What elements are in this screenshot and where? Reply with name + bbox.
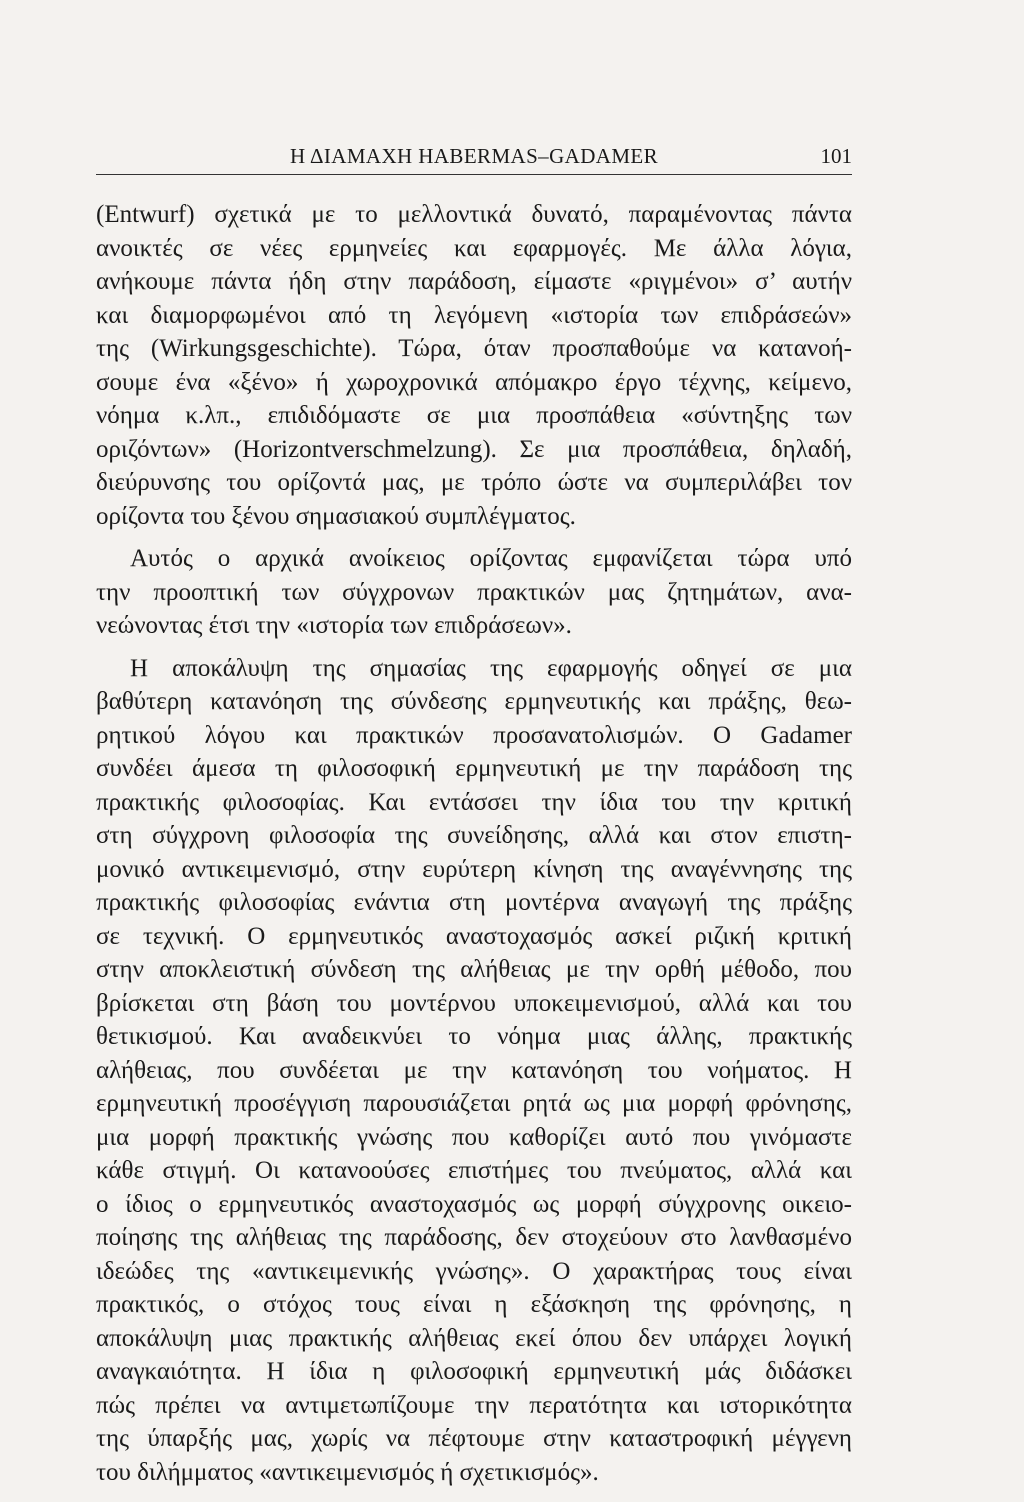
text-line: στην αποκλειστική σύνδεση της αλήθειας με την ορθή μέθοδο, που [96,956,852,983]
text-line: βρίσκεται στη βάση του μοντέρνου υποκειμενισμού, αλλά και του [96,989,852,1017]
text-line: σε τεχνική. Ο ερμηνευτικός αναστοχασμός ασκεί ριζική κριτική [96,922,852,950]
text-line: ποίησης της αλήθειας της παράδοσης, δεν στοχεύουν στο λανθασμένο [96,1224,852,1251]
text-line: οριζόντων» (Horizontverschmelzung). Σε μια προσπάθεια, δηλαδή, [96,435,852,463]
text-line: συνδέει άμεσα τη φιλοσοφική ερμηνευτική με την παράδοση της [96,755,852,782]
text-line: αλήθειας, που συνδέεται με την κατανόηση του νοήματος. Η [96,1056,852,1084]
text-line: αναγκαιότητα. Η ίδια η φιλοσοφική ερμηνευτική μάς διδάσκει [96,1358,852,1385]
text-line: πρακτικής φιλοσοφίας. Και εντάσσει την ίδια του την κριτική [96,788,852,816]
text-line: την προοπτική των σύγχρονων πρακτικών μας ζητημάτων, ανα- [96,578,852,606]
text-line: ερμηνευτική προσέγγιση παρουσιάζεται ρητά ως μια μορφή φρόνησης, [96,1090,852,1117]
text-line: της ύπαρξής μας, χωρίς να πέφτουμε στην καταστροφική μέγγενη [96,1425,852,1452]
text-line: ιδεώδες της «αντικειμενικής γνώσης». Ο χαρακτήρας τους είναι [96,1257,852,1285]
text-line: ανοικτές σε νέες ερμηνείες και εφαρμογές. Με άλλα λόγια, [96,234,852,262]
text-line: ανήκουμε πάντα ήδη στην παράδοση, είμαστε «ριγμένοι» σ’ αυτήν [96,268,852,295]
text-line: (Entwurf) σχετικά με το μελλοντικά δυνατό, παραμένοντας πάντα [96,201,852,228]
text-line: διεύρυνσης του ορίζοντά μας, με τρόπο ώστε να συμπεριλάβει τον [96,469,852,496]
text-line: σουμε ένα «ξένο» ή χωροχρονικά απόμακρο έργο τέχνης, κείμενο, [96,368,852,396]
text-line: στη σύγχρονη φιλοσοφία της συνείδησης, αλλά και στον επιστη- [96,822,852,849]
text-line: ρητικού λόγου και πρακτικών προσανατολισμών. Ο Gadamer [96,721,852,749]
text-line: της (Wirkungsgeschichte). Τώρα, όταν προσπαθούμε να κατανοή- [96,335,852,362]
text-line: Η αποκάλυψη της σημασίας της εφαρμογής οδηγεί σε μια [130,654,852,682]
text-line: νόημα κ.λπ., επιδιδόμαστε σε μια προσπάθεια «σύντηξης των [96,402,852,429]
text-line: Αυτός ο αρχικά ανοίκειος ορίζοντας εμφανίζεται τώρα υπό [130,545,852,572]
text-line: κάθε στιγμή. Οι κατανοούσες επιστήμες του πνεύματος, αλλά και [96,1157,852,1184]
text-line: νεώνοντας έτσι την «ιστορία των επιδράσεων». [96,612,572,639]
text-line: αποκάλυψη μιας πρακτικής αλήθειας εκεί όπου δεν υπάρχει λογική [96,1324,852,1352]
text-line: και διαμορφωμένοι από τη λεγόμενη «ιστορία των επιδράσεών» [96,301,852,329]
paragraph-gap [96,533,852,542]
body-text [96,198,852,1489]
text-line: βαθύτερη κατανόηση της σύνδεσης ερμηνευτικής και πράξης, θεω- [96,688,852,715]
text-line: του διλήμματος «αντικειμενισμός ή σχετικισμός». [96,1458,599,1486]
text-line: θετικισμού. Και αναδεικνύει το νόημα μιας άλλης, πρακτικής [96,1023,852,1050]
running-title: Η ΔΙΑΜΑΧΗ HABERMAS–GADAMER [289,144,659,168]
text-line: πρακτικός, ο στόχος τους είναι η εξάσκηση της φρόνησης, η [96,1291,852,1318]
text-line: πρακτικής φιλοσοφίας ενάντια στη μοντέρνα αναγωγή της πράξης [96,889,852,916]
text-line: πώς πρέπει να αντιμετωπίζουμε την περατότητα και ιστορικότητα [96,1391,852,1419]
page-number: 101 [820,144,852,168]
text-line: μονικό αντικειμενισμό, στην ευρύτερη κίνηση της αναγέννησης της [96,855,852,883]
text-line: μια μορφή πρακτικής γνώσης που καθορίζει αυτό που γινόμαστε [96,1123,852,1151]
paragraph-gap [96,643,852,652]
text-line: ορίζοντα του ξένου σημασιακού συμπλέγματος. [96,502,576,530]
running-header [96,140,852,175]
text-line: ο ίδιος ο ερμηνευτικός αναστοχασμός ως μορφή σύγχρονης οικειο- [96,1190,852,1218]
